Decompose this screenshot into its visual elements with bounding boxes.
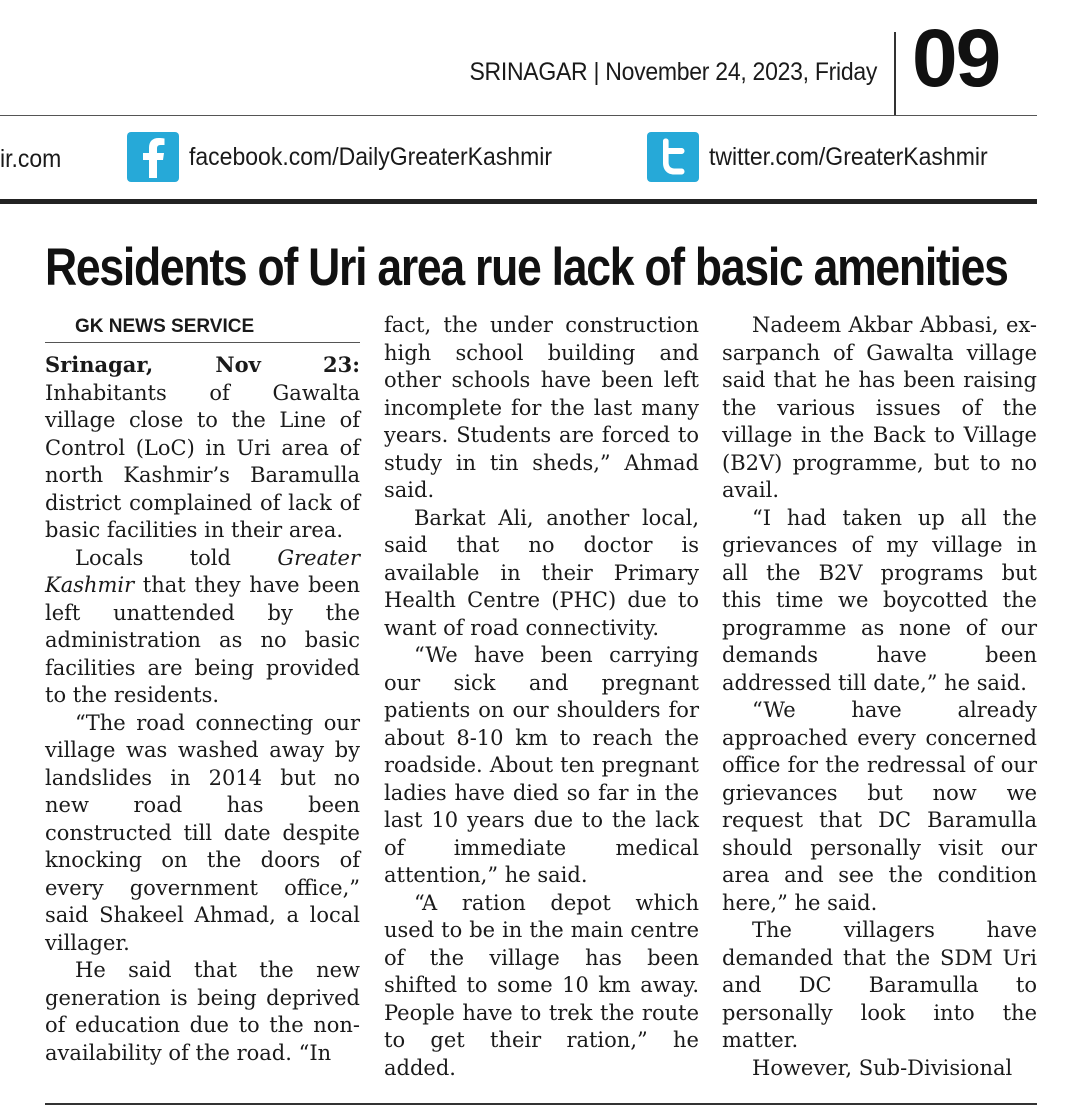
article-paragraph: He said that the new generation is being deprived of education due to the non-availability of the road. “In bbox=[45, 958, 360, 1065]
facebook-icon bbox=[127, 132, 179, 182]
twitter-link[interactable] bbox=[647, 132, 1012, 182]
article-paragraph: “A ration depot which used to be in the main centre of the village has been shifted to some 10 km away. People have to trek the route to get their ration,” he added. bbox=[384, 890, 699, 1080]
article-paragraph: fact, the under construction high school building and other schools have been left incomplete for the last many years. Students are forced to study in tin sheds,” Ahmad said. bbox=[384, 313, 699, 502]
article-dateline: Srinagar, Nov 23: bbox=[45, 352, 360, 377]
article-paragraph: “We have already approached every concerned office for the redressal of our grievances but now we request that DC Baramulla should personally visit our area and see the condition here,” he said. bbox=[722, 698, 1037, 915]
dateline: SRINAGAR | November 24, 2023, Friday bbox=[469, 58, 877, 86]
article-column-3 bbox=[722, 312, 1037, 1082]
byline: GK NEWS SERVICE bbox=[45, 312, 360, 343]
twitter-handle: twitter.com/GreaterKashmir bbox=[709, 142, 988, 171]
column-3-text bbox=[722, 312, 1037, 1082]
bottom-rule bbox=[45, 1103, 1037, 1105]
facebook-handle: facebook.com/DailyGreaterKashmir bbox=[189, 142, 553, 171]
article-paragraph: “I had taken up all the grievances of my village in all the B2V programs but this time we boycotted the programme as none of our demands have been addressed till date,” he said. bbox=[722, 505, 1037, 695]
article-paragraph: Barkat Ali, another local, said that no doctor is available in their Primary Health Centre (PHC) due to want of road connectivity. bbox=[384, 505, 699, 640]
article-paragraph: “We have been carrying our sick and pregnant patients on our shoulders for about 8-10 km to reach the roadside. About ten pregnant ladies have died so far in the last 10 years due to the lack of immediate medical attention,” he said. bbox=[384, 643, 699, 887]
column-1-text bbox=[45, 351, 360, 1067]
article-paragraph: Srinagar, Nov 23: Inhabitants of Gawalta village close to the Line of Control (LoC) in Uri area of north Kashmir’s Baramulla district complained of lack of basic facilities in their area. bbox=[45, 352, 360, 542]
article-column-2 bbox=[384, 312, 699, 1082]
article-paragraph: “The road connecting our village was washed away by landslides in 2014 but no new road has been constructed till date despite knocking on the doors of every government office,” said Shakeel Ahmad, a local villager. bbox=[45, 710, 360, 955]
page-number-divider bbox=[894, 32, 896, 115]
article-paragraph: Locals told Greater Kashmir that they have been left unattended by the administration as no basic facilities are being provided to the residents. bbox=[45, 545, 360, 707]
page-number: 09 bbox=[912, 13, 1000, 104]
article-paragraph: Nadeem Akbar Abbasi, ex-sarpanch of Gawalta village said that he has been raising the various issues of the village in the Back to Village (B2V) programme, but to no avail. bbox=[722, 313, 1037, 502]
column-2-text bbox=[384, 312, 699, 1082]
twitter-icon bbox=[647, 132, 699, 182]
facebook-link[interactable] bbox=[127, 132, 584, 182]
article-paragraph: However, Sub-Divisional bbox=[752, 1055, 1013, 1080]
headline: Residents of Uri area rue lack of basic amenities bbox=[45, 238, 1008, 297]
article-column-1 bbox=[45, 312, 360, 1067]
website-link[interactable]: ir.com bbox=[0, 145, 62, 173]
article-paragraph: The villagers have demanded that the SDM Uri and DC Baramulla to personally look into the matter. bbox=[722, 918, 1037, 1052]
masthead bbox=[0, 0, 1037, 116]
social-bar bbox=[0, 115, 1037, 204]
